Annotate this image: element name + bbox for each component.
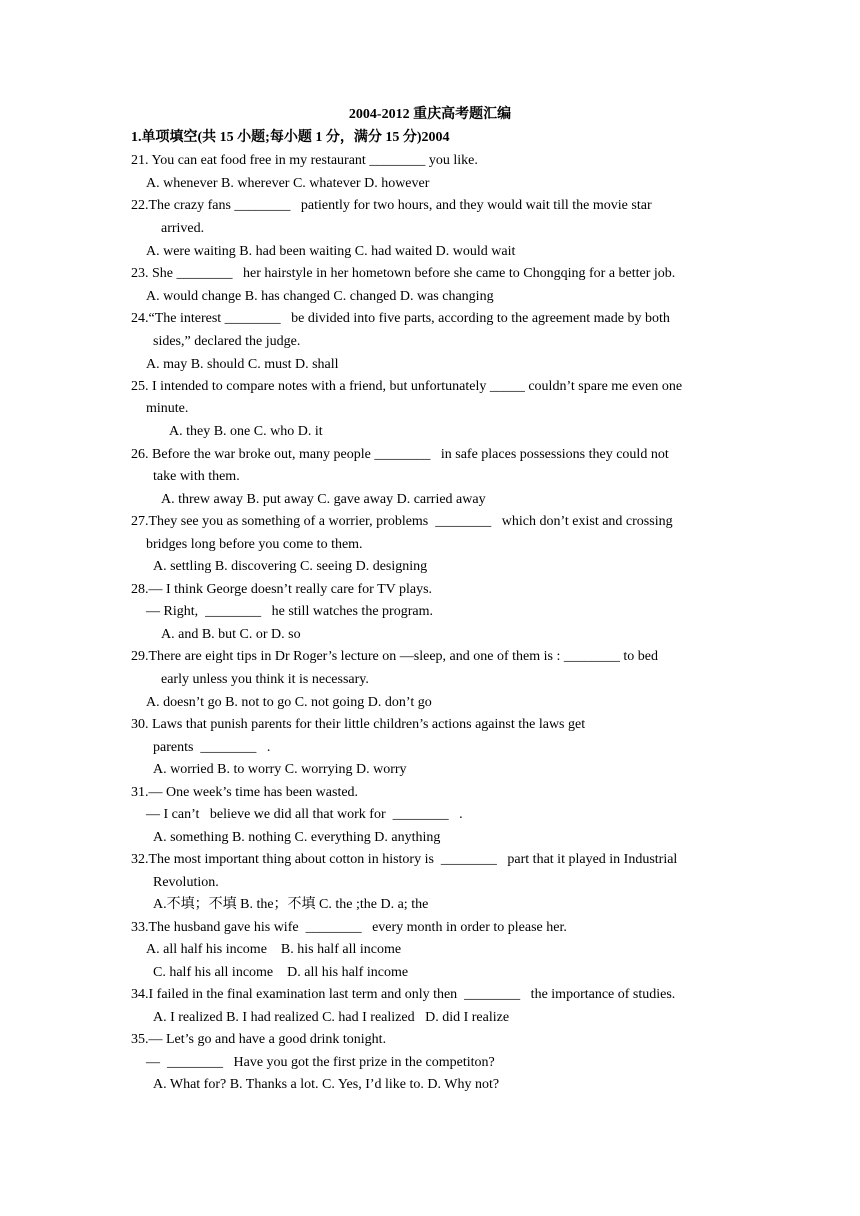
question-30: 30. Laws that punish parents for their little children’s actions against the laws get — [131, 717, 586, 732]
options-34: A. I realized B. I had realized C. had I realized D. did I realize — [153, 1010, 510, 1025]
options-28: A. and B. but C. or D. so — [161, 627, 301, 642]
question-30-continued: parents ________ . — [153, 740, 271, 755]
document-title: 2004-2012 重庆高考题汇编 — [348, 107, 512, 122]
options-22: A. were waiting B. had been waiting C. had waited D. would wait — [146, 244, 516, 259]
options-26: A. threw away B. put away C. gave away D. carried away — [161, 492, 486, 507]
question-26-continued: take with them. — [153, 469, 240, 484]
question-35: 35.— Let’s go and have a good drink tonight. — [131, 1032, 387, 1047]
options-29: A. doesn’t go B. not to go C. not going D. don’t go — [146, 695, 432, 710]
question-29: 29.There are eight tips in Dr Roger’s lecture on —sleep, and one of them is : ________ to bed — [131, 649, 658, 664]
question-24-continued: sides,” declared the judge. — [153, 334, 301, 349]
question-26: 26. Before the war broke out, many people ________ in safe places possessions they could not — [131, 447, 669, 462]
question-22-continued: arrived. — [161, 221, 205, 236]
question-23: 23. She ________ her hairstyle in her hometown before she came to Chongqing for a better job. — [131, 266, 676, 281]
options-33-row1: A. all half his income B. his half all income — [146, 942, 402, 957]
question-32: 32.The most important thing about cotton in history is ________ part that it played in Industrial — [131, 852, 678, 867]
question-25-continued: minute. — [146, 401, 189, 416]
options-25: A. they B. one C. who D. it — [169, 424, 323, 439]
question-25: 25. I intended to compare notes with a friend, but unfortunately _____ couldn’t spare me even one — [131, 379, 683, 394]
options-30: A. worried B. to worry C. worrying D. worry — [153, 762, 407, 777]
question-31-reply: — I can’t believe we did all that work for ________ . — [146, 807, 463, 822]
question-28: 28.— I think George doesn’t really care for TV plays. — [131, 582, 433, 597]
question-33: 33.The husband gave his wife ________ every month in order to please her. — [131, 920, 567, 935]
question-21: 21. You can eat food free in my restaurant ________ you like. — [131, 153, 478, 168]
question-27-continued: bridges long before you come to them. — [146, 537, 363, 552]
question-29-continued: early unless you think it is necessary. — [161, 672, 369, 687]
options-23: A. would change B. has changed C. changed D. was changing — [146, 289, 494, 304]
question-34: 34.I failed in the final examination last term and only then ________ the importance of studies. — [131, 987, 676, 1002]
options-33-row2: C. half his all income D. all his half income — [153, 965, 409, 980]
options-35: A. What for? B. Thanks a lot. C. Yes, I’d like to. D. Why not? — [153, 1077, 500, 1092]
question-27: 27.They see you as something of a worrier, problems ________ which don’t exist and crossing — [131, 514, 673, 529]
question-35-reply: — ________ Have you got the first prize in the competiton? — [146, 1055, 495, 1070]
question-31: 31.— One week’s time has been wasted. — [131, 785, 359, 800]
section-heading: 1.单项填空(共 15 小题;每小题 1 分，满分 15 分)2004 — [131, 130, 450, 145]
question-28-reply: — Right, ________ he still watches the program. — [146, 604, 433, 619]
question-24: 24.“The interest ________ be divided into five parts, according to the agreement made by both — [131, 311, 670, 326]
options-27: A. settling B. discovering C. seeing D. designing — [153, 559, 428, 574]
options-31: A. something B. nothing C. everything D. anything — [153, 830, 441, 845]
question-22: 22.The crazy fans ________ patiently for two hours, and they would wait till the movie star — [131, 198, 652, 213]
options-21: A. whenever B. wherever C. whatever D. however — [146, 176, 430, 191]
options-32: A.不填；不填 B. the；不填 C. the ;the D. a; the — [153, 897, 429, 912]
question-32-continued: Revolution. — [153, 875, 219, 890]
options-24: A. may B. should C. must D. shall — [146, 357, 339, 372]
